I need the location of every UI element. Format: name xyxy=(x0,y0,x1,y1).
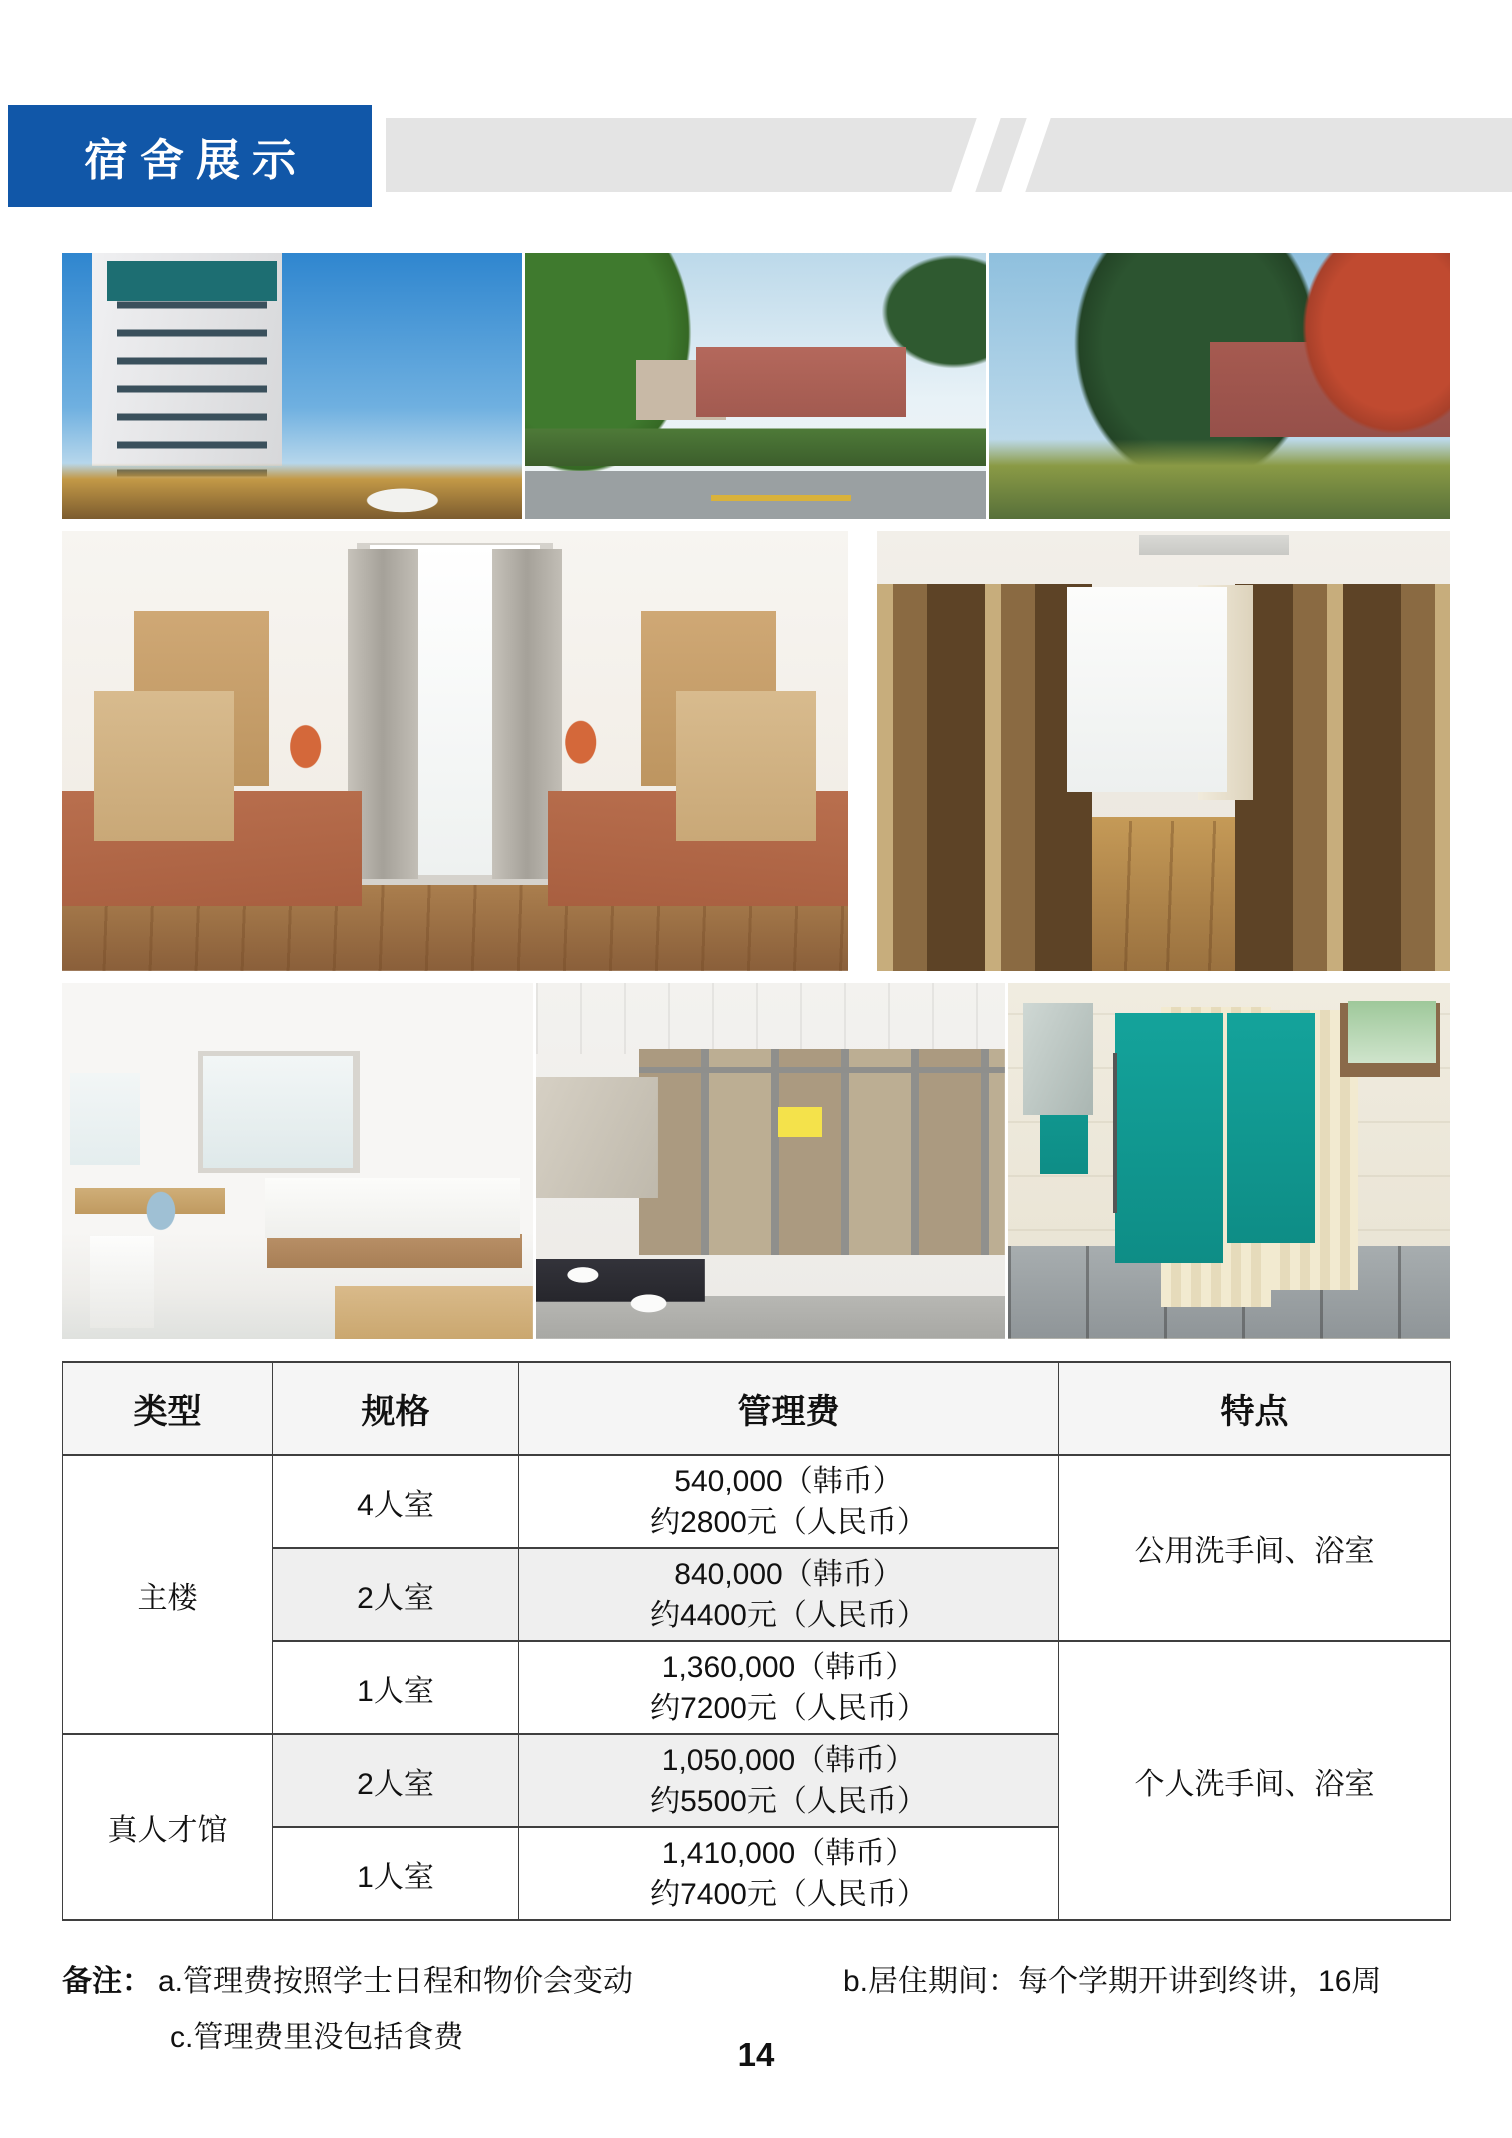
table-row xyxy=(63,1455,1451,1548)
note-a-text: a.管理费按照学士日程和物价会变动 xyxy=(158,1965,634,1998)
page-number: 14 xyxy=(737,2036,775,2073)
banner-slash-icon xyxy=(951,116,1002,194)
col-header-feature: 特点 xyxy=(1059,1362,1451,1455)
section-title-badge xyxy=(8,105,372,207)
fee-cny: 约2800元（人民币） xyxy=(650,1505,927,1539)
cell-spec: 1人室 xyxy=(273,1827,519,1920)
photo-shower-room xyxy=(1008,983,1450,1339)
fee-cny: 约7200元（人民币） xyxy=(650,1691,927,1725)
note-label: 备注： xyxy=(62,1965,152,1998)
cell-type-talent: 真人才馆 xyxy=(63,1734,273,1920)
fee-krw: 540,000（韩币） xyxy=(674,1464,903,1498)
col-header-spec: 规格 xyxy=(273,1362,519,1455)
note-b: b.居住期间：每个学期开讲到终讲，16周 xyxy=(843,1965,1382,1998)
cell-feature-shared: 公用洗手间、浴室 xyxy=(1059,1455,1451,1641)
photo-campus-highrise xyxy=(62,253,522,519)
photo-campus-autumn xyxy=(989,253,1450,519)
photo-bunk-room xyxy=(877,531,1450,971)
cell-fee xyxy=(519,1734,1059,1827)
fee-cny: 约4400元（人民币） xyxy=(650,1598,927,1632)
col-header-type: 类型 xyxy=(63,1362,273,1455)
cell-fee xyxy=(519,1641,1059,1734)
cell-spec: 1人室 xyxy=(273,1641,519,1734)
photo-single-room xyxy=(62,983,533,1339)
cell-spec: 2人室 xyxy=(273,1548,519,1641)
fee-cny: 约7400元（人民币） xyxy=(650,1877,927,1911)
cell-feature-private: 个人洗手间、浴室 xyxy=(1059,1641,1451,1920)
cell-spec: 2人室 xyxy=(273,1734,519,1827)
fee-cny: 约5500元（人民币） xyxy=(650,1784,927,1818)
section-title: 宿舍展示 xyxy=(84,136,308,185)
header-banner-band xyxy=(386,118,1512,192)
fee-krw: 1,050,000（韩币） xyxy=(661,1743,916,1777)
cell-fee xyxy=(519,1827,1059,1920)
cell-fee xyxy=(519,1548,1059,1641)
photo-shared-bathroom xyxy=(536,983,1005,1339)
cell-fee xyxy=(519,1455,1059,1548)
photo-campus-street xyxy=(525,253,986,519)
cell-spec: 4人室 xyxy=(273,1455,519,1548)
dorm-fee-table xyxy=(62,1361,1451,1921)
fee-krw: 840,000（韩币） xyxy=(674,1557,903,1591)
cell-type-main: 主楼 xyxy=(63,1455,273,1734)
banner-slash-icon xyxy=(1001,116,1052,194)
table-header-row xyxy=(63,1362,1451,1455)
note-c: c.管理费里没包括食费 xyxy=(170,2021,464,2054)
col-header-fee: 管理费 xyxy=(519,1362,1059,1455)
photo-twin-room xyxy=(62,531,848,971)
fee-krw: 1,360,000（韩币） xyxy=(661,1650,916,1684)
note-a xyxy=(62,1956,633,2000)
fee-krw: 1,410,000（韩币） xyxy=(661,1836,916,1870)
